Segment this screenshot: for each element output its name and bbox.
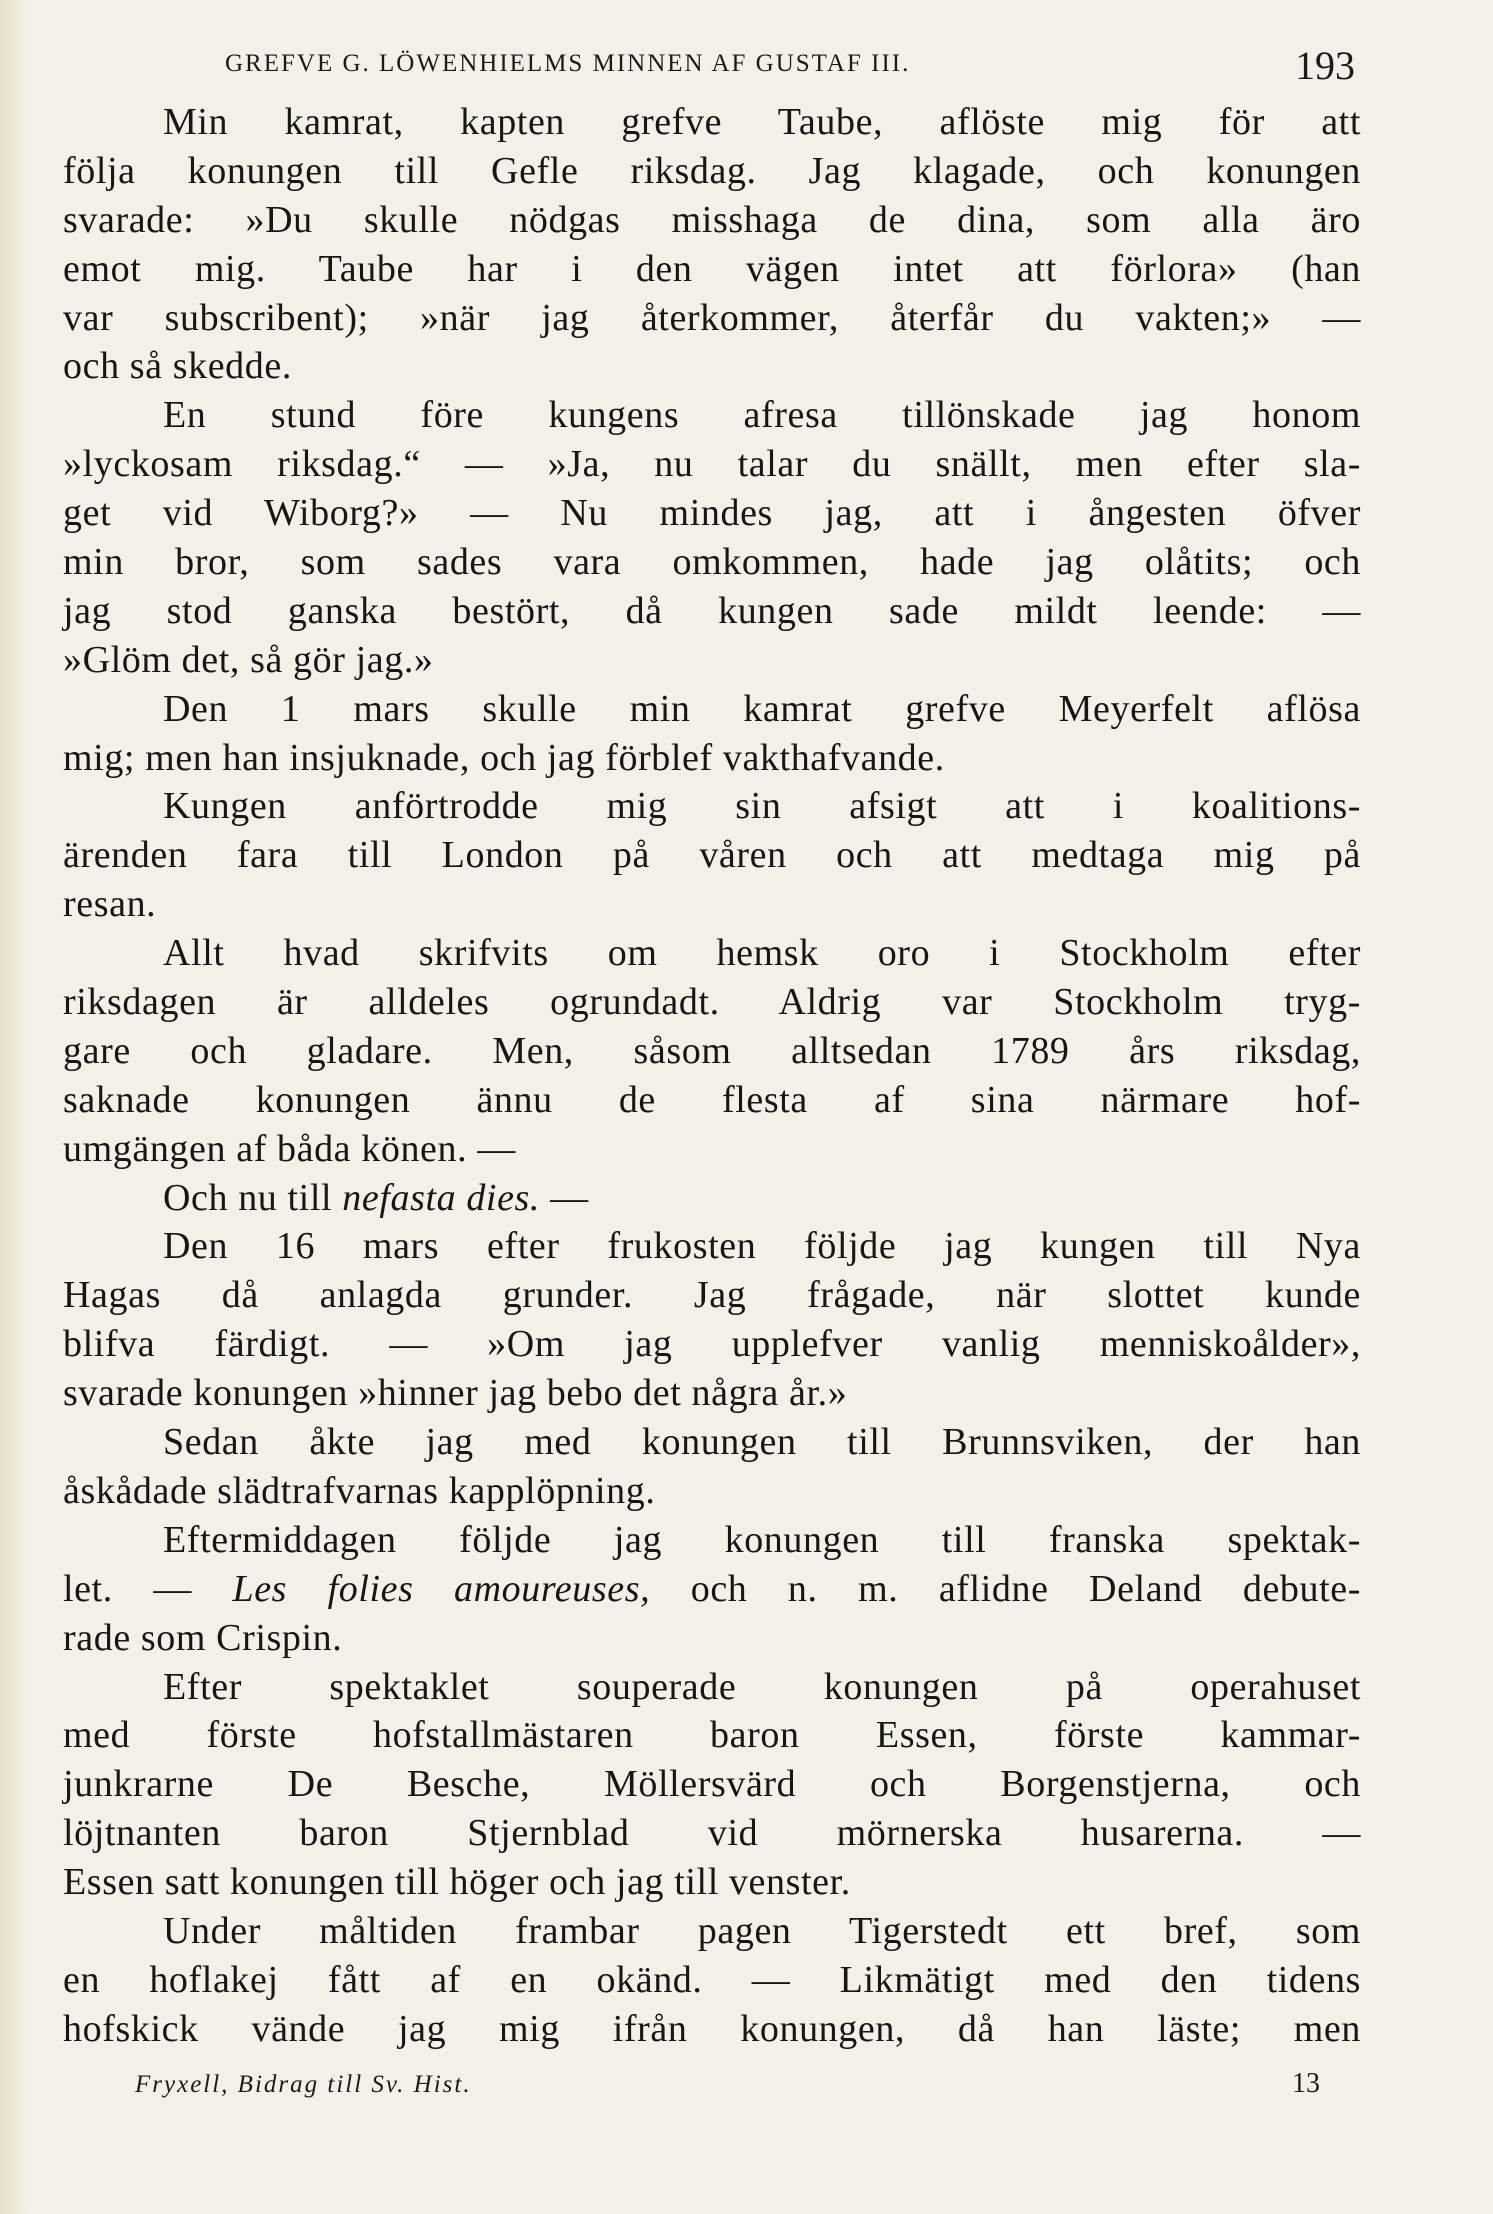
running-title: GREFVE G. LÖWENHIELMS MINNEN AF GUSTAF III. (225, 50, 911, 77)
signature-mark: Fryxell, Bidrag till Sv. Hist. (135, 2071, 472, 2098)
text-line: åskådade slädtrafvarnas kapplöpning. (63, 1469, 656, 1512)
running-head (225, 42, 1355, 88)
text-line: min bror, som sades vara omkommen, hade jag olåtits; och (63, 541, 1361, 584)
text-line: jag stod ganska bestört, då kungen sade mildt leende: — (63, 589, 1361, 632)
text-line: »lyckosam riksdag.“ — »Ja, nu talar du snällt, men efter sla- (63, 443, 1361, 486)
text-line: Kungen anförtrodde mig sin afsigt att i koalitions- (163, 785, 1361, 828)
text-line: och så skedde. (63, 345, 292, 388)
text-line: ärenden fara till London på våren och att medtaga mig på (63, 834, 1361, 877)
text-line: emot mig. Taube har i den vägen intet att förlora» (han (63, 247, 1361, 290)
page-gutter (0, 0, 28, 2214)
body-text (63, 98, 1361, 2054)
text-line: Eftermiddagen följde jag konungen till franska spektak- (163, 1518, 1361, 1561)
text-line: rade som Crispin. (63, 1616, 343, 1659)
text-segment: — (540, 1176, 589, 1219)
text-line: mig; men han insjuknade, och jag förblef vakthafvande. (63, 736, 945, 779)
text-line: löjtnanten baron Stjernblad vid mörnerska husarerna. — (63, 1812, 1361, 1855)
sheet-number: 13 (1292, 2068, 1320, 2099)
text-line: riksdagen är alldeles ogrundadt. Aldrig var Stockholm tryg- (63, 981, 1361, 1024)
text-line: resan. (63, 883, 157, 926)
italic-segment: Les folies amoureuses, (232, 1567, 651, 1610)
text-line: Essen satt konungen till höger och jag till venster. (63, 1861, 851, 1904)
text-line (63, 1565, 1361, 1614)
text-segment: och n. m. aflidne Deland debute- (650, 1567, 1362, 1610)
text-line: Allt hvad skrifvits om hemsk oro i Stockholm efter (163, 932, 1361, 975)
text-line: saknade konungen ännu de flesta af sina närmare hof- (63, 1078, 1361, 1121)
text-segment: let. — (63, 1567, 233, 1610)
text-line: umgängen af båda könen. — (63, 1127, 516, 1170)
text-line: en hoflakej fått af en okänd. — Likmätigt med den tidens (63, 1958, 1361, 2001)
text-line: Efter spektaklet souperade konungen på operahuset (163, 1665, 1361, 1708)
text-line: blifva färdigt. — »Om jag upplefver vanlig menniskoålder», (63, 1323, 1361, 1366)
text-line: hofskick vände jag mig ifrån konungen, då han läste; men (63, 2007, 1361, 2050)
text-line: Under måltiden frambar pagen Tigerstedt ett bref, som (163, 1909, 1361, 1952)
text-line: En stund före kungens afresa tillönskade jag honom (163, 394, 1361, 437)
text-line: Hagas då anlagda grunder. Jag frågade, när slottet kunde (63, 1274, 1361, 1317)
text-line: junkrarne De Besche, Möllersvärd och Borgenstjerna, och (63, 1763, 1361, 1806)
text-line: var subscribent); »när jag återkommer, återfår du vakten;» — (63, 296, 1361, 339)
text-line: Den 16 mars efter frukosten följde jag kungen till Nya (163, 1225, 1361, 1268)
page-footer (135, 2063, 1320, 2103)
page-number: 193 (1295, 43, 1355, 88)
text-line: med förste hofstallmästaren baron Essen, förste kammar- (63, 1714, 1361, 1757)
text-line: svarade: »Du skulle nödgas misshaga de dina, som alla äro (63, 198, 1361, 241)
text-line: Sedan åkte jag med konungen till Brunnsviken, der han (163, 1421, 1361, 1464)
text-line: Den 1 mars skulle min kamrat grefve Meyerfelt aflösa (163, 687, 1361, 730)
text-line: gare och gladare. Men, såsom alltsedan 1789 års riksdag, (63, 1029, 1361, 1072)
text-line: svarade konungen »hinner jag bebo det några år.» (63, 1372, 848, 1415)
text-segment: Och nu till (163, 1176, 343, 1219)
italic-segment: nefasta dies. (342, 1176, 541, 1219)
text-line: get vid Wiborg?» — Nu mindes jag, att i ångesten öfver (63, 492, 1361, 535)
text-line: följa konungen till Gefle riksdag. Jag klagade, och konungen (63, 149, 1361, 192)
text-line: »Glöm det, så gör jag.» (63, 638, 434, 681)
text-line: Min kamrat, kapten grefve Taube, aflöste mig för att (163, 101, 1361, 143)
text-line (63, 1174, 1361, 1223)
